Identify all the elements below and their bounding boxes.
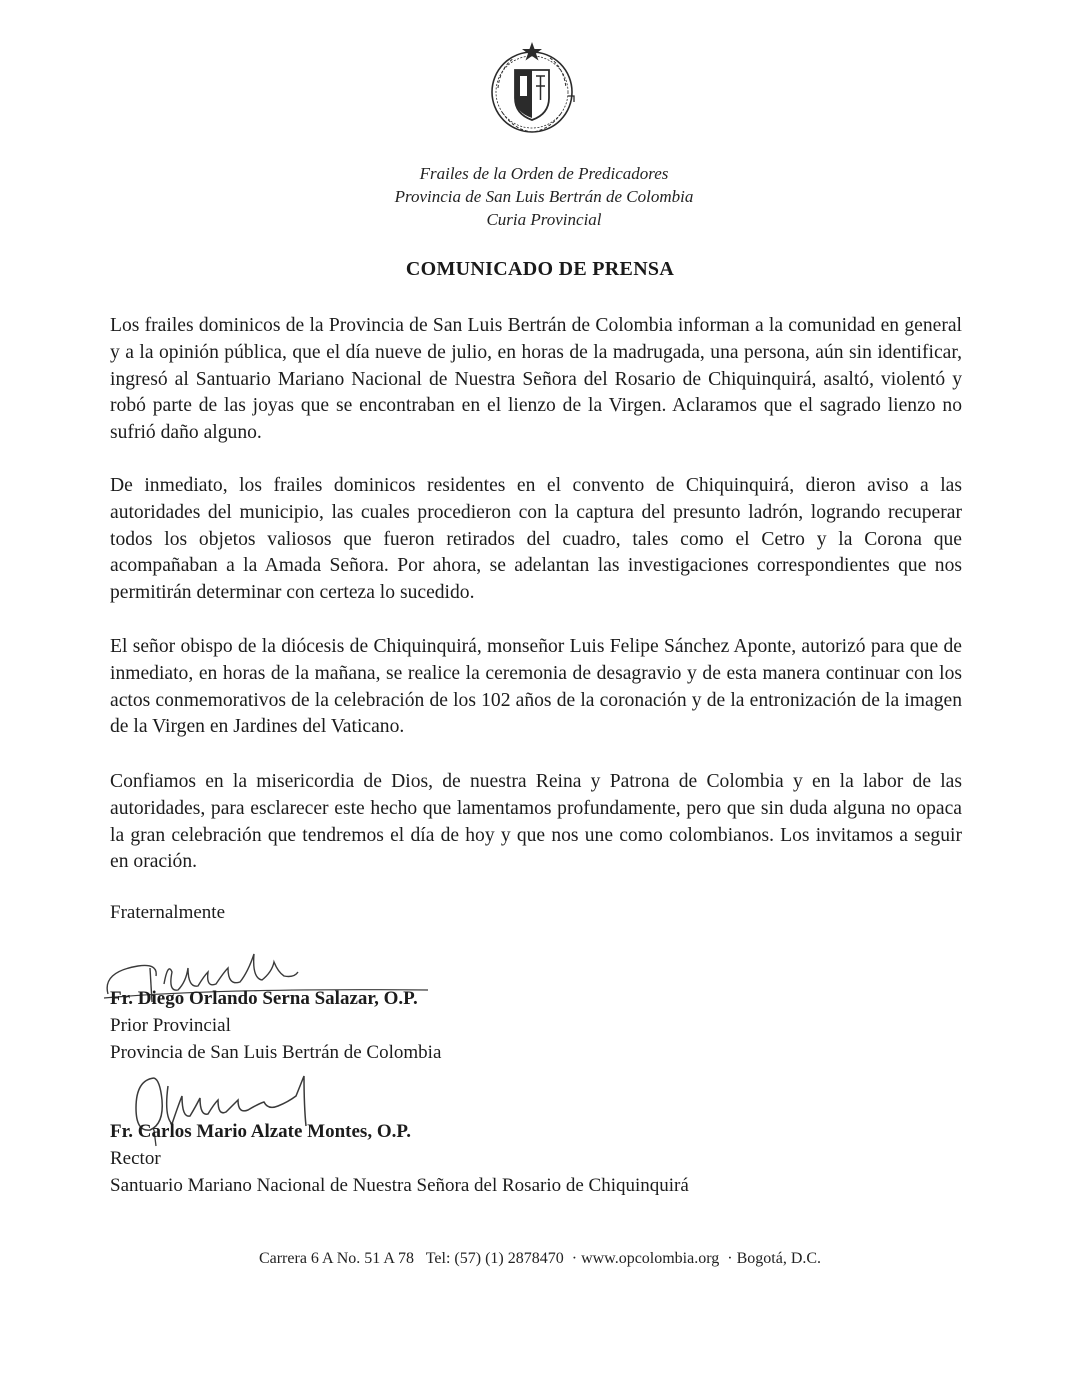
- signatory-1-name: Fr. Diego Orlando Serna Salazar, O.P.: [110, 988, 418, 1009]
- paragraph-4: Confiamos en la misericordia de Dios, de nuestra Reina y Patrona de Colombia y en la labor de las autoridades, para esclarecer este hecho que lamentamos profundamente, pero que sin duda alguna no opaca la gran celebración que tendremos el día de hoy y que nos une como colombianos. Los invitamos a seguir en oración.: [110, 771, 962, 873]
- signatory-1: [110, 985, 441, 1066]
- paragraph-3: El señor obispo de la diócesis de Chiquinquirá, monseñor Luis Felipe Sánchez Aponte, autorizó para que de inmediato, en horas de la mañana, se realice la ceremonia de desagravio y de esta manera continuar con los actos conmemorativos de la celebración de los 102 años de la coronación y de la entronización de la imagen de la Virgen en Jardines del Vaticano.: [110, 636, 962, 738]
- dominican-seal-icon: [484, 40, 580, 140]
- letterhead-province: Provincia de San Luis Bertrán de Colombia: [394, 187, 694, 206]
- footer-city: Bogotá, D.C.: [736, 1250, 822, 1267]
- closing-salutation: Fraternalmente: [110, 902, 226, 923]
- letterhead: [0, 162, 1080, 231]
- document-title: COMUNICADO DE PRENSA: [405, 258, 675, 280]
- signatory-1-institution: Provincia de San Luis Bertrán de Colombia: [110, 1042, 442, 1063]
- footer-separator: ·: [727, 1250, 733, 1267]
- footer-address: Carrera 6 A No. 51 A 78: [258, 1250, 415, 1267]
- signatory-2-name: Fr. Carlos Mario Alzate Montes, O.P.: [110, 1121, 411, 1142]
- paragraph-1: Los frailes dominicos de la Provincia de San Luis Bertrán de Colombia informan a la comunidad en general y a la opinión pública, que el día nueve de julio, en horas de la madrugada, una persona, aún sin identificar, ingresó al Santuario Mariano Nacional de Nuestra Señora del Rosario de Chiquinquirá, asaltó, violentó y robó parte de las joyas que se encontraban en el lienzo de la Virgen. Aclaramos que el sagrado lienzo no sufrió daño alguno.: [110, 315, 962, 444]
- footer-website[interactable]: www.opcolombia.org: [581, 1250, 720, 1267]
- signatory-2-role: Rector: [110, 1148, 161, 1169]
- letterhead-curia: Curia Provincial: [486, 210, 602, 229]
- footer: [0, 1250, 1080, 1268]
- letterhead-order: Frailes de la Orden de Predicadores: [419, 164, 669, 183]
- footer-separator: ·: [571, 1250, 578, 1267]
- signatory-1-role: Prior Provincial: [110, 1015, 231, 1036]
- footer-phone: Tel: (57) (1) 2878470: [425, 1250, 564, 1267]
- signatory-2: [110, 1118, 689, 1199]
- signatory-2-institution: Santuario Mariano Nacional de Nuestra Señora del Rosario de Chiquinquirá: [110, 1175, 689, 1196]
- paragraph-2: De inmediato, los frailes dominicos residentes en el convento de Chiquinquirá, dieron aviso a las autoridades del municipio, las cuales procedieron con la captura del presunto ladrón, logrando recuperar todos los objetos valiosos que fueron retirados del cuadro, tales como el Cetro y la Corona que acompañaban a la Amada Señora. Por ahora, se adelantan las investigaciones correspondientes que nos permitirán determinar con certeza lo sucedido.: [110, 475, 962, 604]
